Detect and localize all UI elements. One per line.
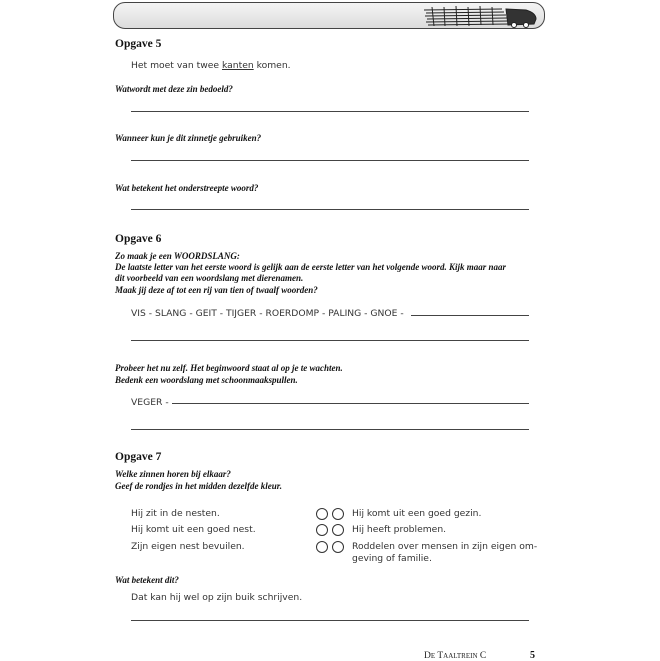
right-sentence: Roddelen over mensen in zijn eigen om- (352, 541, 538, 552)
opgave5-title: Opgave 5 (115, 38, 162, 50)
left-sentence: Zijn eigen nest bevuilen. (131, 541, 245, 552)
right-sentence: Hij heeft problemen. (352, 524, 447, 535)
right-sentence-continued: geving of familie. (352, 553, 432, 564)
header-bar (113, 2, 545, 29)
page-number: 5 (530, 650, 535, 661)
opgave7-instruction-1: Welke zinnen horen bij elkaar? (115, 469, 231, 479)
left-circle[interactable] (316, 508, 328, 520)
right-circle[interactable] (332, 541, 344, 553)
opgave5-question-2: Wanneer kun je dit zinnetje gebruiken? (115, 133, 262, 143)
answer-line[interactable] (131, 340, 529, 341)
answer-line[interactable] (131, 160, 529, 161)
start-word: VEGER - (131, 397, 169, 408)
opgave5-question-1: Watwordt met deze zin bedoeld? (115, 84, 233, 94)
opgave6-instruction-2: De laatste letter van het eerste woord is gelijk aan de eerste letter van het volgende woord. Kijk maar naar (115, 262, 506, 272)
opgave6-instruction-5: Probeer het nu zelf. Het beginwoord staat al op je te wachten. (115, 363, 343, 373)
answer-line[interactable] (131, 111, 529, 112)
right-sentence: Hij komt uit een goed gezin. (352, 508, 482, 519)
opgave7-title: Opgave 7 (115, 451, 162, 463)
woordslang-example: VIS - SLANG - GEIT - TIJGER - ROERDOMP - PALING - GNOE - (131, 308, 404, 319)
right-circle[interactable] (332, 508, 344, 520)
answer-line[interactable] (131, 429, 529, 430)
opgave7-instruction-2: Geef de rondjes in het midden dezelfde kleur. (115, 481, 282, 491)
left-sentence: Hij komt uit een goed nest. (131, 524, 256, 535)
opgave7-question: Wat betekent dit? (115, 575, 179, 585)
left-circle[interactable] (316, 541, 328, 553)
opgave6-instruction-4: Maak jij deze af tot een rij van tien of twaalf woorden? (115, 285, 318, 295)
opgave6-instruction-3: dit voorbeeld van een woordslang met dierenamen. (115, 273, 304, 283)
opgave6-instruction-6: Bedenk een woordslang met schoonmaakspullen. (115, 375, 298, 385)
answer-line[interactable] (131, 209, 529, 210)
opgave5-sentence: Het moet van twee kanten komen. (131, 60, 291, 71)
underlined-word: kanten (221, 60, 254, 71)
left-sentence: Hij zit in de nesten. (131, 508, 220, 519)
answer-line[interactable] (172, 403, 529, 404)
right-circle[interactable] (332, 524, 344, 536)
opgave6-title: Opgave 6 (115, 233, 162, 245)
opgave5-question-3: Wat betekent het onderstreepte woord? (115, 183, 259, 193)
opgave7-sentence: Dat kan hij wel op zijn buik schrijven. (131, 592, 303, 603)
book-title: De Taaltrein C (424, 651, 487, 661)
answer-line[interactable] (411, 315, 529, 316)
answer-line[interactable] (131, 620, 529, 621)
opgave6-instruction-1: Zo maak je een WOORDSLANG: (115, 251, 240, 261)
train-drawing-icon (422, 4, 540, 28)
left-circle[interactable] (316, 524, 328, 536)
